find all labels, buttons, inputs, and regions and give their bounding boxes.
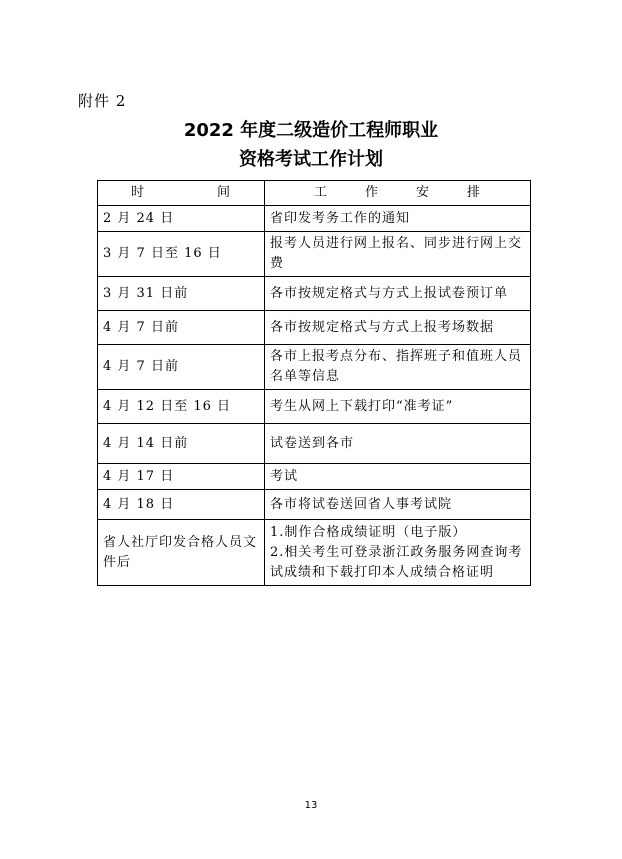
table-row — [98, 232, 531, 277]
table-row — [98, 206, 531, 232]
time-cell: 4 月 12 日至 16 日 — [98, 390, 265, 424]
time-cell: 4 月 7 日前 — [98, 311, 265, 345]
work-plan-table — [97, 180, 531, 586]
time-cell: 4 月 17 日 — [98, 464, 265, 490]
header-time: 时 间 — [98, 181, 265, 206]
title-line-1: 2022 年度二级造价工程师职业 — [183, 120, 439, 141]
work-cell: 1.制作合格成绩证明（电子版） 2.相关考生可登录浙江政务服务网查询考试成绩和下载打印本人成绩合格证明 — [265, 520, 531, 586]
header-work: 工 作 安 排 — [265, 181, 531, 206]
work-cell: 各市按规定格式与方式上报试卷预订单 — [265, 277, 531, 311]
table-row — [98, 345, 531, 390]
work-cell: 考试 — [265, 464, 531, 490]
time-cell: 3 月 7 日至 16 日 — [98, 232, 265, 277]
time-cell: 省人社厅印发合格人员文件后 — [98, 520, 265, 586]
title-line-2: 资格考试工作计划 — [239, 149, 383, 170]
work-cell: 各市将试卷送回省人事考试院 — [265, 490, 531, 520]
time-cell: 4 月 7 日前 — [98, 345, 265, 390]
work-cell: 考生从网上下载打印“准考证” — [265, 390, 531, 424]
table-row — [98, 277, 531, 311]
table-row — [98, 311, 531, 345]
table-row — [98, 520, 531, 586]
work-cell: 省印发考务工作的通知 — [265, 206, 531, 232]
table-row — [98, 424, 531, 464]
page-number: 13 — [304, 800, 318, 811]
work-cell: 各市按规定格式与方式上报考场数据 — [265, 311, 531, 345]
table-row — [98, 464, 531, 490]
time-cell: 3 月 31 日前 — [98, 277, 265, 311]
time-cell: 4 月 18 日 — [98, 490, 265, 520]
table-header-row — [98, 181, 531, 206]
work-cell: 试卷送到各市 — [265, 424, 531, 464]
time-cell: 4 月 14 日前 — [98, 424, 265, 464]
time-cell: 2 月 24 日 — [98, 206, 265, 232]
work-cell: 报考人员进行网上报名、同步进行网上交费 — [265, 232, 531, 277]
table-row — [98, 390, 531, 424]
table-row — [98, 490, 531, 520]
attachment-label: 附件 2 — [78, 92, 127, 110]
work-cell: 各市上报考点分布、指挥班子和值班人员名单等信息 — [265, 345, 531, 390]
